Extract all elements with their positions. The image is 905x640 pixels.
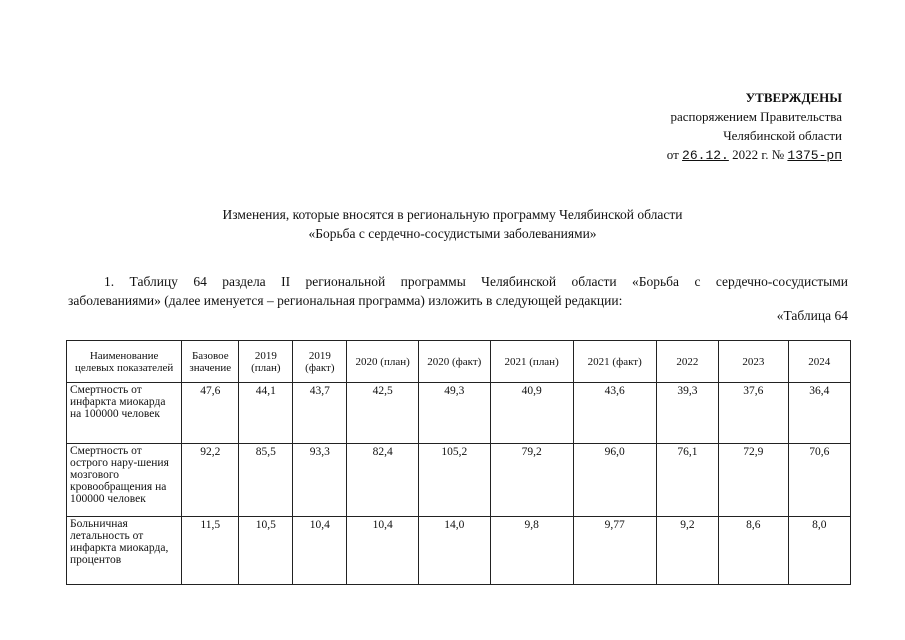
value-cell: 8,0 — [788, 517, 850, 585]
title-line-2: «Борьба с сердечно-сосудистыми заболеваниями» — [308, 226, 597, 241]
value-cell: 72,9 — [719, 444, 789, 517]
header-cell: 2021 (факт) — [573, 341, 656, 383]
value-cell: 39,3 — [656, 383, 718, 444]
value-cell: 8,6 — [719, 517, 789, 585]
table-row — [67, 517, 851, 585]
header-cell: 2019 (план) — [239, 341, 293, 383]
header-cell: 2022 — [656, 341, 718, 383]
header-cell: 2019 (факт) — [293, 341, 347, 383]
table-row — [67, 444, 851, 517]
header-cell: 2020 (план) — [347, 341, 419, 383]
table-label: «Таблица 64 — [776, 308, 848, 323]
approval-line-1: распоряжением Правительства — [670, 109, 842, 124]
indicator-name: Смертность от инфаркта миокарда на 100000 человек — [67, 383, 182, 444]
value-cell: 43,7 — [293, 383, 347, 444]
title-line-1: Изменения, которые вносятся в региональную программу Челябинской области — [222, 207, 683, 222]
value-cell: 10,5 — [239, 517, 293, 585]
header-cell: Наименование целевых показателей — [67, 341, 182, 383]
header-cell: 2020 (факт) — [418, 341, 490, 383]
value-cell: 79,2 — [490, 444, 573, 517]
approval-date-line — [582, 145, 842, 165]
value-cell: 92,2 — [182, 444, 239, 517]
document-title — [0, 205, 905, 243]
value-cell: 9,8 — [490, 517, 573, 585]
value-cell: 14,0 — [418, 517, 490, 585]
date-prefix: от — [666, 147, 679, 162]
approval-line-2: Челябинской области — [723, 128, 842, 143]
approval-block — [582, 88, 842, 165]
value-cell: 10,4 — [293, 517, 347, 585]
value-cell: 47,6 — [182, 383, 239, 444]
value-cell: 36,4 — [788, 383, 850, 444]
value-cell: 42,5 — [347, 383, 419, 444]
value-cell: 11,5 — [182, 517, 239, 585]
indicator-name: Больничная летальность от инфаркта миокарда, процентов — [67, 517, 182, 585]
value-cell: 40,9 — [490, 383, 573, 444]
value-cell: 9,77 — [573, 517, 656, 585]
value-cell: 37,6 — [719, 383, 789, 444]
value-cell: 93,3 — [293, 444, 347, 517]
value-cell: 85,5 — [239, 444, 293, 517]
table-row — [67, 383, 851, 444]
value-cell: 49,3 — [418, 383, 490, 444]
body-paragraph — [68, 272, 848, 310]
value-cell: 44,1 — [239, 383, 293, 444]
date-value: 26.12. — [682, 148, 729, 163]
value-cell: 82,4 — [347, 444, 419, 517]
value-cell: 10,4 — [347, 517, 419, 585]
year-text: 2022 г. № — [732, 147, 785, 162]
value-cell: 70,6 — [788, 444, 850, 517]
paragraph-line-2: заболеваниями» (далее именуется – региональная программа) изложить в следующей редакции: — [68, 293, 623, 308]
approval-heading: УТВЕРЖДЕНЫ — [745, 90, 842, 105]
document-number: 1375-рп — [787, 148, 842, 163]
value-cell: 43,6 — [573, 383, 656, 444]
header-cell: Базовое значение — [182, 341, 239, 383]
value-cell: 76,1 — [656, 444, 718, 517]
value-cell: 105,2 — [418, 444, 490, 517]
paragraph-line-1: 1. Таблицу 64 раздела II региональной программы Челябинской области «Борьба с сердечно-сосудистыми — [104, 274, 848, 289]
value-cell: 96,0 — [573, 444, 656, 517]
header-cell: 2021 (план) — [490, 341, 573, 383]
indicator-name: Смертность от острого нару-шения мозгового кровообращения на 100000 человек — [67, 444, 182, 517]
value-cell: 9,2 — [656, 517, 718, 585]
header-cell: 2023 — [719, 341, 789, 383]
indicators-table — [66, 340, 851, 585]
table-header-row — [67, 341, 851, 383]
header-cell: 2024 — [788, 341, 850, 383]
